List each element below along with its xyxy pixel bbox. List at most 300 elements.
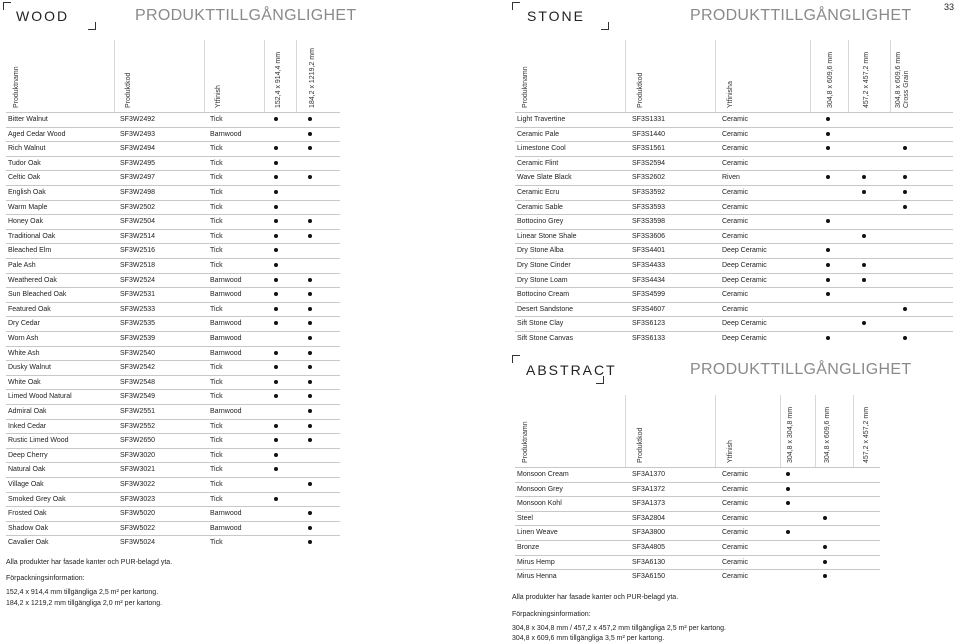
product-code: SF3S1440	[632, 130, 666, 138]
product-code: SF3W2494	[120, 145, 156, 153]
surface-finish: Ceramic	[722, 471, 749, 478]
surface-finish: Tick	[210, 495, 223, 503]
table-row	[6, 112, 340, 127]
product-name: Mirus Hemp	[517, 558, 555, 566]
surface-finish: Tick	[210, 159, 223, 167]
product-name: Shadow Oak	[8, 524, 49, 532]
availability-dot	[308, 351, 312, 355]
product-code: SF3S6123	[632, 320, 666, 328]
category-title-stone: STONE	[527, 8, 585, 24]
surface-finish: Ceramic	[722, 116, 749, 123]
availability-dot	[903, 336, 907, 340]
abstract-table	[515, 395, 880, 590]
product-name: Sift Stone Clay	[517, 320, 564, 328]
surface-finish: Tick	[210, 305, 223, 313]
product-name: Sift Stone Canvas	[517, 335, 574, 342]
section-heading-abstract: PRODUKTTILLGÅNGLIGHET	[690, 361, 912, 378]
product-name: Light Travertine	[517, 116, 566, 123]
table-row	[6, 316, 340, 331]
availability-dot	[308, 117, 312, 121]
wood-table	[6, 40, 340, 560]
surface-finish: Tick	[210, 174, 223, 182]
column-divider	[815, 395, 816, 467]
product-name: Frosted Oak	[8, 510, 47, 518]
availability-dot	[308, 424, 312, 428]
availability-dot	[308, 380, 312, 384]
column-divider	[715, 395, 716, 467]
surface-finish: Tick	[210, 481, 223, 488]
surface-finish: Deep Ceramic	[722, 335, 767, 342]
column-header-label: 457,2 x 457,2 mm	[863, 51, 870, 108]
availability-dot	[903, 190, 907, 194]
table-row	[6, 492, 340, 507]
column-divider	[715, 40, 716, 112]
availability-dot	[826, 292, 830, 296]
availability-dot	[862, 190, 866, 194]
availability-dot	[308, 234, 312, 238]
column-divider	[625, 395, 626, 467]
product-code: SF3W2531	[120, 291, 156, 299]
product-code: SF3W2552	[120, 422, 156, 430]
availability-dot	[308, 394, 312, 398]
surface-finish: Ceramic	[722, 203, 749, 211]
product-code: SF3S4607	[632, 305, 666, 313]
table-row	[6, 287, 340, 302]
surface-finish: Tick	[210, 189, 223, 196]
product-name: Monsoon Grey	[517, 485, 563, 493]
column-header-label: Produktkod	[637, 72, 644, 108]
product-name: Limed Wood Natural	[8, 393, 72, 401]
availability-dot	[826, 132, 830, 136]
table-row	[515, 112, 953, 127]
product-name: English Oak	[8, 189, 46, 196]
surface-finish: Barnwood	[210, 130, 242, 138]
category-title-abstract: ABSTRACT	[526, 362, 617, 378]
availability-dot	[274, 175, 278, 179]
table-row	[6, 331, 340, 346]
surface-finish: Deep Ceramic	[722, 247, 767, 255]
stone-table	[515, 40, 953, 350]
availability-dot	[862, 234, 866, 238]
availability-dot	[274, 307, 278, 311]
product-name: Village Oak	[8, 481, 44, 488]
note-line: 184,2 x 1219,2 mm tillgängliga 2,0 m² per kartong.	[6, 600, 163, 607]
availability-dot	[274, 219, 278, 223]
corner-mark	[512, 355, 520, 363]
surface-finish: Tick	[210, 422, 223, 430]
table-row	[6, 360, 340, 375]
product-name: White Ash	[8, 349, 40, 357]
availability-dot	[274, 248, 278, 252]
column-header-label: Produktnamn	[522, 421, 529, 463]
table-row	[6, 243, 340, 258]
table-row	[515, 569, 880, 584]
product-name: Bottocino Cream	[517, 291, 570, 299]
availability-dot	[826, 175, 830, 179]
product-name: Warm Maple	[8, 203, 48, 211]
availability-dot	[862, 175, 866, 179]
product-name: Ceramic Flint	[517, 159, 559, 167]
table-row	[515, 302, 953, 317]
table-row	[6, 433, 340, 448]
availability-dot	[308, 132, 312, 136]
availability-dot	[826, 146, 830, 150]
column-header-label: Produktnamn	[13, 66, 20, 108]
product-code: SF3W2524	[120, 276, 156, 284]
column-header-label: 304,8 x 609,6 mm	[827, 51, 834, 108]
surface-finish: Barnwood	[210, 320, 242, 328]
product-code: SF3W2502	[120, 203, 156, 211]
product-code: SF3S6133	[632, 335, 666, 342]
availability-dot	[274, 234, 278, 238]
product-name: Linen Weave	[517, 529, 558, 537]
table-row	[6, 214, 340, 229]
product-name: Dry Stone Loam	[517, 276, 568, 284]
table-row	[515, 200, 953, 215]
surface-finish: Deep Ceramic	[722, 262, 767, 269]
table-row	[515, 287, 953, 302]
surface-finish: Tick	[210, 218, 223, 226]
surface-finish: Barnwood	[210, 524, 242, 532]
product-code: SF3W2539	[120, 335, 156, 342]
product-code: SF3W2514	[120, 232, 156, 240]
product-name: Celtic Oak	[8, 174, 41, 182]
product-code: SF3W2548	[120, 378, 156, 386]
availability-dot	[308, 409, 312, 413]
product-code: SF3W2518	[120, 262, 156, 269]
column-divider	[204, 40, 205, 112]
surface-finish: Tick	[210, 539, 223, 547]
table-row	[515, 156, 953, 171]
surface-finish: Ceramic	[722, 145, 749, 153]
table-row	[515, 482, 880, 497]
product-name: Ceramic Pale	[517, 130, 560, 138]
product-code: SF3W2542	[120, 364, 156, 372]
product-name: Deep Cherry	[8, 451, 48, 459]
note-line: 304,8 x 609,6 mm tillgängliga 3,5 m² per kartong.	[512, 635, 665, 642]
column-header-label: Produktkod	[125, 72, 132, 108]
table-row	[6, 419, 340, 434]
availability-dot	[274, 205, 278, 209]
availability-dot	[274, 190, 278, 194]
table-row	[515, 258, 953, 273]
surface-finish: Tick	[210, 364, 223, 372]
table-row	[6, 185, 340, 200]
product-code: SF3W2498	[120, 189, 156, 196]
availability-dot	[823, 516, 827, 520]
surface-finish: Deep Ceramic	[722, 276, 767, 284]
availability-dot	[826, 117, 830, 121]
product-name: Pale Ash	[8, 262, 36, 269]
surface-finish: Ceramic	[722, 500, 749, 508]
column-header-label: Ytfinisha	[727, 81, 734, 108]
table-row	[6, 200, 340, 215]
product-code: SF3W2504	[120, 218, 156, 226]
section-heading-wood: PRODUKTTILLGÅNGLIGHET	[135, 7, 357, 24]
product-code: SF3S1561	[632, 145, 666, 153]
note-line: Alla produkter har fasade kanter och PUR-belagd yta.	[512, 594, 679, 601]
column-divider	[296, 40, 297, 112]
product-code: SF3W2551	[120, 408, 156, 415]
product-code: SF3A2804	[632, 514, 666, 522]
surface-finish: Barnwood	[210, 408, 242, 415]
table-row	[515, 273, 953, 288]
product-code: SF3A1372	[632, 485, 666, 493]
product-name: Dry Cedar	[8, 320, 40, 328]
surface-finish: Ceramic	[722, 529, 749, 537]
availability-dot	[274, 394, 278, 398]
table-row	[6, 229, 340, 244]
product-name: Featured Oak	[8, 305, 51, 313]
availability-dot	[903, 307, 907, 311]
product-code: SF3S3598	[632, 218, 666, 226]
product-name: Honey Oak	[8, 218, 44, 226]
table-row	[6, 389, 340, 404]
product-code: SF3W2497	[120, 174, 156, 182]
product-name: Worn Ash	[8, 335, 39, 342]
note-line: Förpackningsinformation:	[512, 611, 591, 618]
table-row	[515, 467, 880, 482]
product-code: SF3W5022	[120, 524, 156, 532]
product-code: SF3W2493	[120, 130, 156, 138]
surface-finish: Deep Ceramic	[722, 320, 767, 328]
table-row	[515, 540, 880, 555]
product-name: Tudor Oak	[8, 159, 41, 167]
product-name: Monsoon Kohl	[517, 500, 562, 508]
availability-dot	[274, 351, 278, 355]
availability-dot	[903, 146, 907, 150]
product-code: SF3A4805	[632, 544, 666, 551]
table-row	[6, 258, 340, 273]
surface-finish: Barnwood	[210, 276, 242, 284]
product-code: SF3W2495	[120, 159, 156, 167]
column-divider	[114, 40, 115, 112]
availability-dot	[274, 161, 278, 165]
surface-finish: Tick	[210, 203, 223, 211]
column-divider	[853, 395, 854, 467]
surface-finish: Tick	[210, 262, 223, 269]
product-name: Bitter Walnut	[8, 116, 48, 123]
surface-finish: Ceramic	[722, 544, 749, 551]
table-row	[515, 185, 953, 200]
product-code: SF3W2650	[120, 437, 156, 445]
surface-finish: Ceramic	[722, 159, 749, 167]
availability-dot	[274, 146, 278, 150]
availability-dot	[786, 472, 790, 476]
product-code: SF3W2492	[120, 116, 156, 123]
availability-dot	[826, 219, 830, 223]
product-code: SF3S4599	[632, 291, 666, 299]
surface-finish: Tick	[210, 116, 223, 123]
surface-finish: Tick	[210, 145, 223, 153]
product-code: SF3A1370	[632, 471, 666, 478]
product-code: SF3W3022	[120, 481, 156, 488]
table-row	[6, 448, 340, 463]
availability-dot	[274, 453, 278, 457]
product-name: Rich Walnut	[8, 145, 46, 153]
column-header-label: Ytfinish	[215, 85, 222, 108]
availability-dot	[826, 336, 830, 340]
availability-dot	[274, 263, 278, 267]
product-name: Weathered Oak	[8, 276, 57, 284]
product-name: Bottocino Grey	[517, 218, 564, 226]
product-code: SF3W2535	[120, 320, 156, 328]
product-code: SF3S4401	[632, 247, 666, 255]
surface-finish: Barnwood	[210, 510, 242, 518]
column-header-label: 184,2 x 1219,2 mm	[309, 48, 316, 108]
availability-dot	[826, 278, 830, 282]
product-code: SF3W2533	[120, 305, 156, 313]
product-name: Dusky Walnut	[8, 364, 51, 372]
product-name: Monsoon Cream	[517, 471, 569, 478]
column-header-label: 457,2 x 457,2 mm	[863, 406, 870, 463]
product-name: Sun Bleached Oak	[8, 291, 67, 299]
product-code: SF3S3593	[632, 203, 666, 211]
product-code: SF3W5020	[120, 510, 156, 518]
table-row	[515, 243, 953, 258]
product-code: SF3A6150	[632, 573, 666, 581]
surface-finish: Ceramic	[722, 291, 749, 299]
product-code: SF3S2602	[632, 174, 666, 182]
table-row	[6, 535, 340, 550]
product-name: Bronze	[517, 544, 540, 551]
availability-dot	[308, 146, 312, 150]
surface-finish: Tick	[210, 393, 223, 401]
surface-finish: Tick	[210, 378, 223, 386]
column-header-label: 304,8 x 304,8 mm	[787, 406, 794, 463]
surface-finish: Tick	[210, 232, 223, 240]
table-row	[515, 496, 880, 511]
column-header-label: Ytfinish	[727, 440, 734, 463]
availability-dot	[274, 321, 278, 325]
availability-dot	[274, 424, 278, 428]
availability-dot	[274, 438, 278, 442]
column-header-label: 152,4 x 914,4 mm	[275, 51, 282, 108]
product-code: SF3S2594	[632, 159, 666, 167]
table-row	[515, 229, 953, 244]
availability-dot	[862, 263, 866, 267]
table-row	[515, 127, 953, 142]
corner-mark	[88, 22, 96, 30]
product-name: Limestone Cool	[517, 145, 566, 153]
column-divider	[780, 395, 781, 467]
table-row	[515, 141, 953, 156]
product-name: Admiral Oak	[8, 408, 47, 415]
column-divider	[848, 40, 849, 112]
product-code: SF3W2549	[120, 393, 156, 401]
availability-dot	[823, 560, 827, 564]
column-header-label: 304,8 x 609,6 mm Cross Grain	[895, 51, 910, 108]
product-name: Natural Oak	[8, 466, 46, 474]
table-row	[6, 156, 340, 171]
note-line: 152,4 x 914,4 mm tillgängliga 2,5 m² per kartong.	[6, 589, 159, 596]
product-name: Ceramic Sable	[517, 203, 563, 211]
column-divider	[890, 40, 891, 112]
availability-dot	[308, 482, 312, 486]
product-code: SF3W2540	[120, 349, 156, 357]
availability-dot	[274, 380, 278, 384]
category-title-wood: WOOD	[16, 8, 70, 24]
surface-finish: Riven	[722, 174, 740, 182]
column-header-label: 304,8 x 609,6 mm	[824, 406, 831, 463]
availability-dot	[308, 292, 312, 296]
section-heading-stone: PRODUKTTILLGÅNGLIGHET	[690, 7, 912, 24]
product-code: SF3W3020	[120, 451, 156, 459]
surface-finish: Ceramic	[722, 514, 749, 522]
availability-dot	[823, 545, 827, 549]
table-row	[6, 404, 340, 419]
product-name: Aged Cedar Wood	[8, 130, 66, 138]
product-name: Traditional Oak	[8, 232, 56, 240]
column-divider	[810, 40, 811, 112]
surface-finish: Ceramic	[722, 232, 749, 240]
table-row	[515, 316, 953, 331]
table-row	[6, 141, 340, 156]
column-divider	[264, 40, 265, 112]
table-row	[515, 331, 953, 346]
surface-finish: Ceramic	[722, 218, 749, 226]
product-name: Dry Stone Alba	[517, 247, 564, 255]
availability-dot	[274, 365, 278, 369]
product-name: White Oak	[8, 378, 41, 386]
availability-dot	[274, 497, 278, 501]
availability-dot	[308, 219, 312, 223]
table-row	[515, 511, 880, 526]
product-name: Mirus Henna	[517, 573, 557, 581]
availability-dot	[308, 336, 312, 340]
availability-dot	[308, 307, 312, 311]
table-row	[6, 302, 340, 317]
availability-dot	[274, 467, 278, 471]
availability-dot	[308, 540, 312, 544]
column-divider	[625, 40, 626, 112]
product-code: SF3A1373	[632, 500, 666, 508]
corner-mark	[601, 22, 609, 30]
table-row	[6, 170, 340, 185]
availability-dot	[823, 574, 827, 578]
product-name: Dry Stone Cinder	[517, 262, 571, 269]
column-header-label: Produktkod	[637, 427, 644, 463]
surface-finish: Barnwood	[210, 291, 242, 299]
table-row	[6, 346, 340, 361]
note-line: Alla produkter har fasade kanter och PUR-belagd yta.	[6, 559, 173, 566]
table-row	[6, 462, 340, 477]
surface-finish: Tick	[210, 247, 223, 255]
surface-finish: Ceramic	[722, 305, 749, 313]
table-row	[515, 525, 880, 540]
surface-finish: Barnwood	[210, 335, 242, 342]
table-row	[6, 375, 340, 390]
table-row	[6, 506, 340, 521]
availability-dot	[308, 278, 312, 282]
availability-dot	[786, 501, 790, 505]
product-code: SF3S4433	[632, 262, 666, 269]
availability-dot	[903, 205, 907, 209]
product-name: Bleached Elm	[8, 247, 52, 255]
availability-dot	[274, 278, 278, 282]
note-line: Förpackningsinformation:	[6, 575, 85, 582]
column-header-label: Produktnamn	[522, 66, 529, 108]
availability-dot	[786, 487, 790, 491]
product-code: SF3W3023	[120, 495, 156, 503]
product-code: SF3S4434	[632, 276, 666, 284]
availability-dot	[786, 530, 790, 534]
availability-dot	[308, 175, 312, 179]
availability-dot	[308, 511, 312, 515]
product-name: Rustic Limed Wood	[8, 437, 69, 445]
product-code: SF3A6130	[632, 558, 666, 566]
surface-finish: Ceramic	[722, 558, 749, 566]
